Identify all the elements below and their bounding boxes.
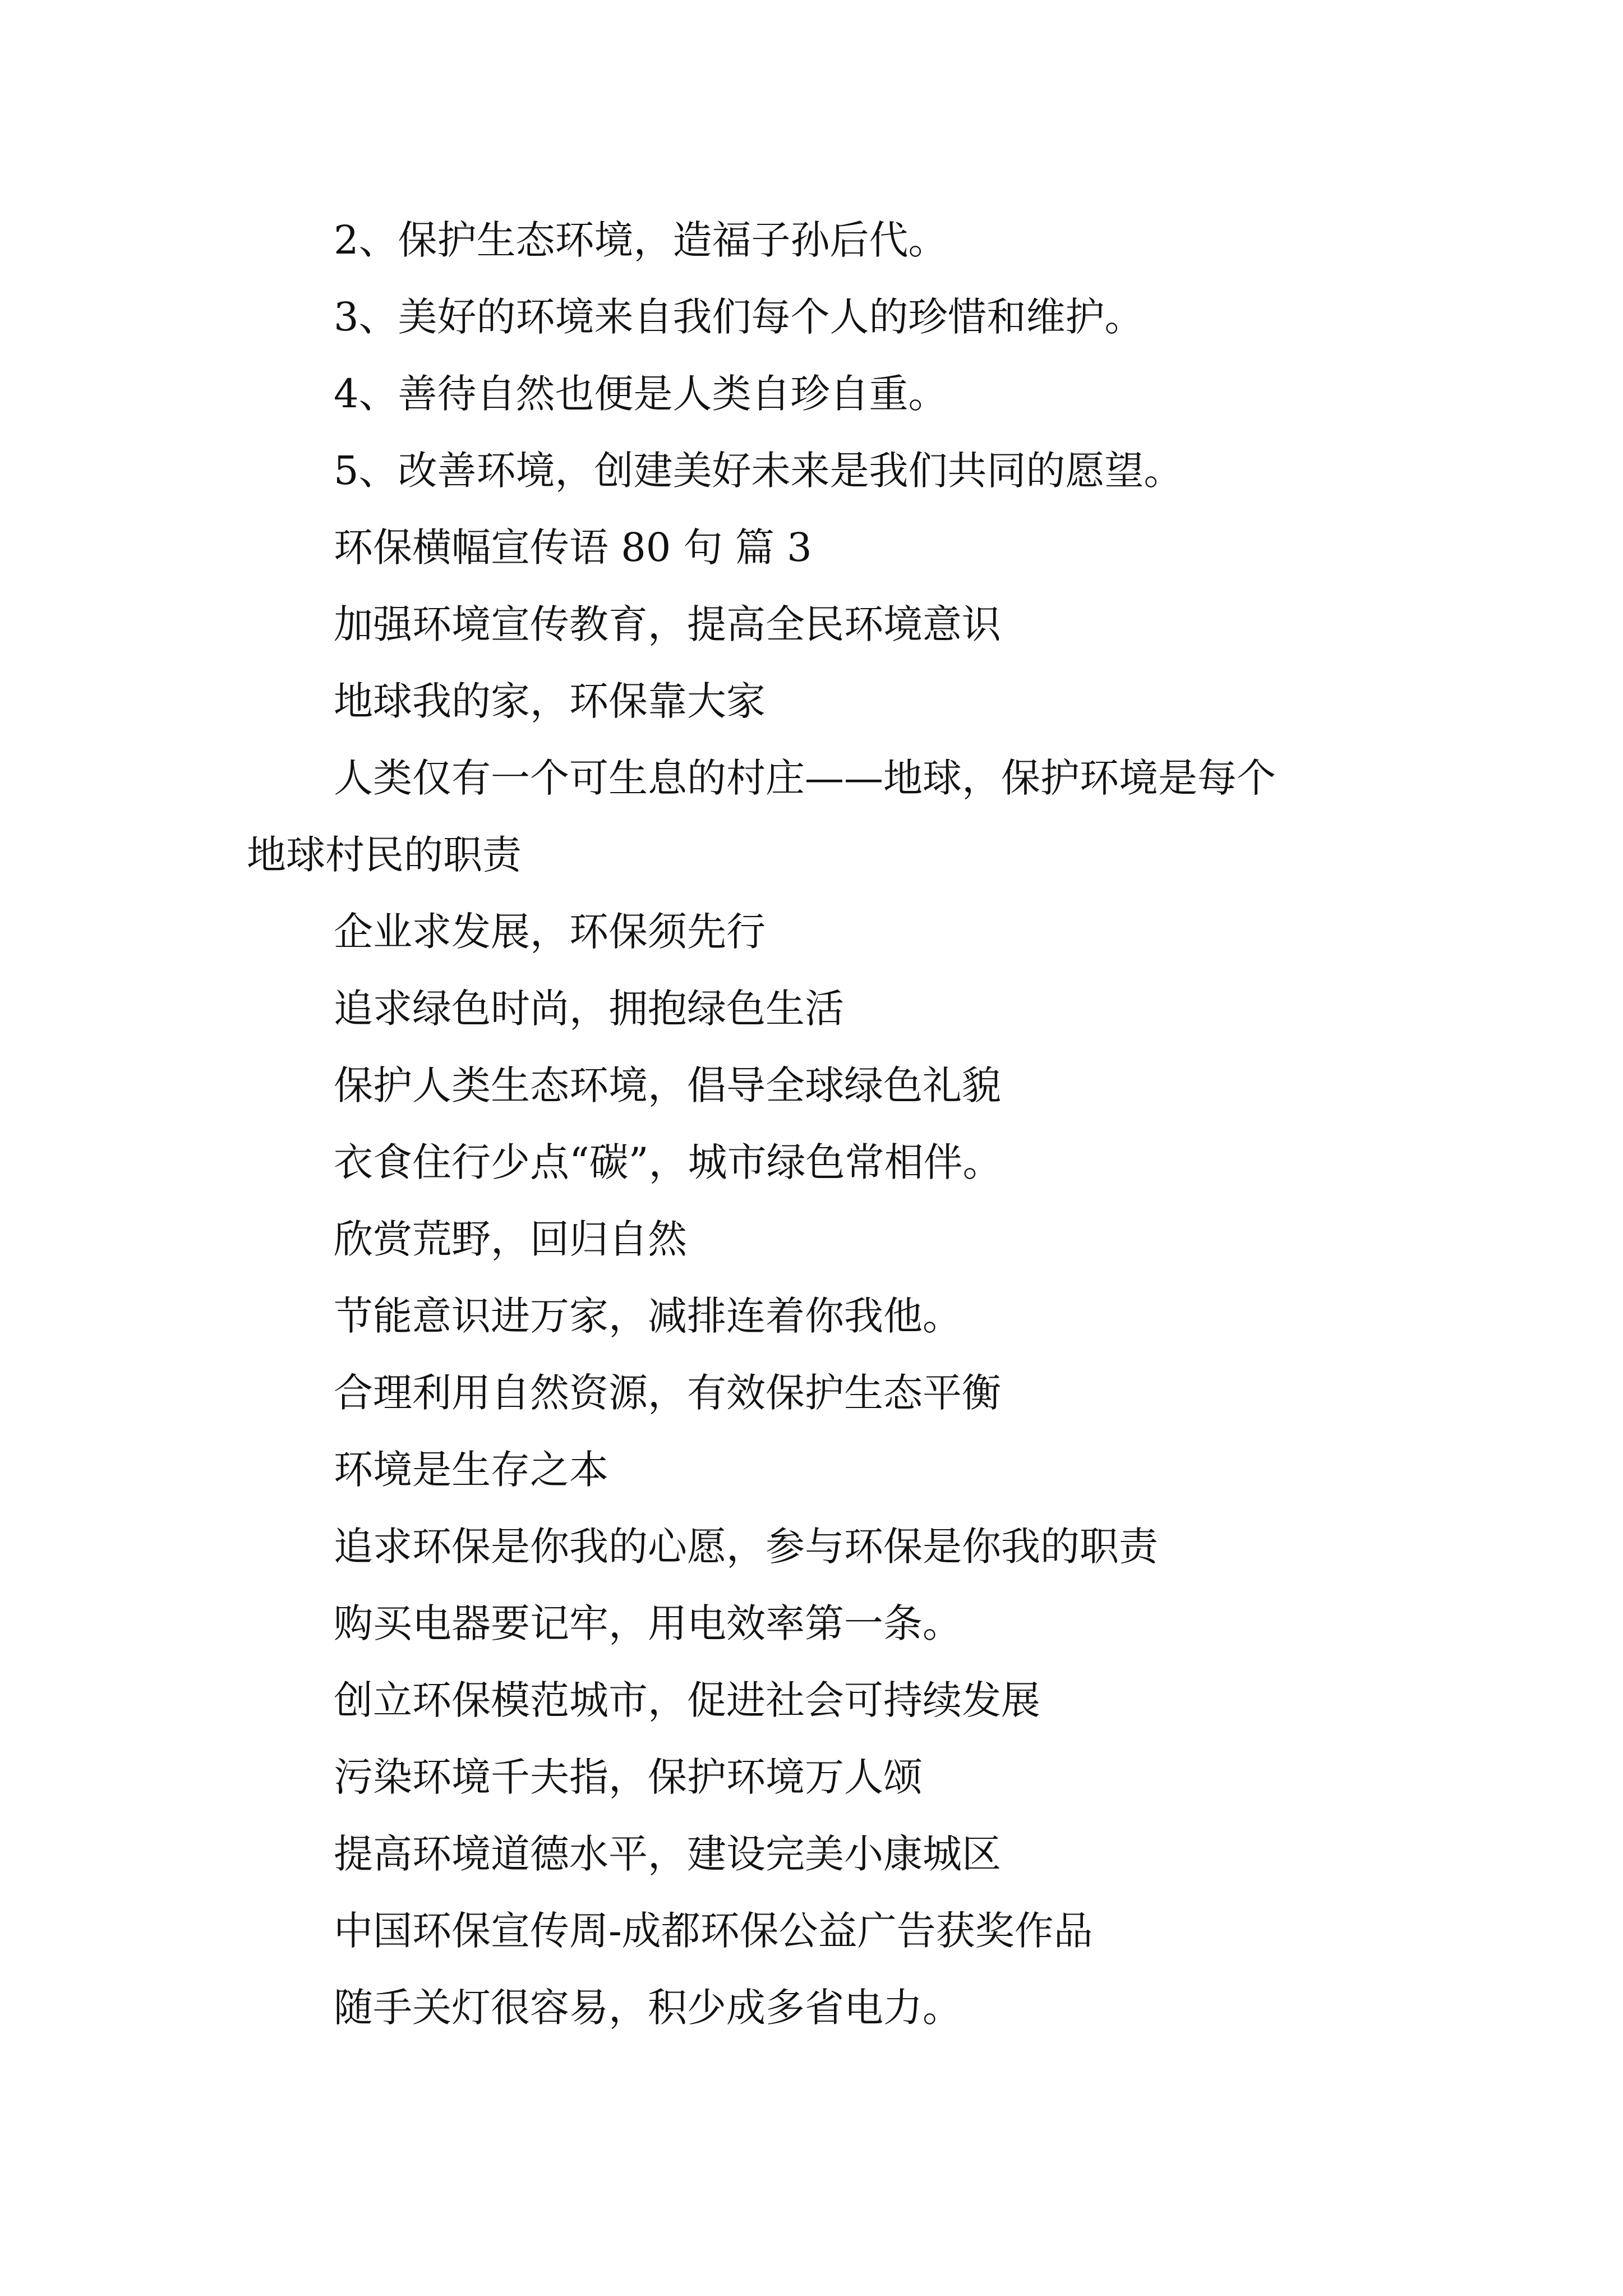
slogan-line: 随手关灯很容易，积少成多省电力。 [334,1985,962,2031]
slogan-line: 中国环保宣传周-成都环保公益广告获奖作品 [334,1908,1093,1954]
slogan-line: 合理利用自然资源，有效保护生态平衡 [334,1370,1001,1416]
slogan-line: 环境是生存之本 [334,1447,608,1493]
slogan-line: 企业求发展，环保须先行 [334,909,766,955]
slogan-line: 追求绿色时尚，拥抱绿色生活 [334,986,844,1032]
section-heading: 环保横幅宣传语 80 句 篇 3 [334,524,812,570]
slogan-line-3: 3、美好的环境来自我们每个人的珍惜和维护。 [334,294,1144,340]
slogan-line-2: 2、保护生态环境，造福子孙后代。 [334,217,948,263]
slogan-line: 欣赏荒野，回归自然 [334,1216,687,1262]
slogan-line: 人类仅有一个可生息的村庄——地球，保护环境是每个 [334,755,1276,801]
slogan-line: 追求环保是你我的心愿，参与环保是你我的职责 [334,1524,1158,1570]
slogan-line: 加强环境宣传教育，提高全民环境意识 [334,601,1001,647]
slogan-line: 提高环境道德水平，建设完美小康城区 [334,1831,1001,1877]
slogan-line: 节能意识进万家，减排连着你我他。 [334,1293,962,1339]
slogan-line-5: 5、改善环境，创建美好未来是我们共同的愿望。 [334,448,1183,494]
slogan-line: 保护人类生态环境，倡导全球绿色礼貌 [334,1062,1001,1108]
slogan-line: 购买电器要记牢，用电效率第一条。 [334,1600,962,1646]
slogan-line: 地球我的家，环保靠大家 [334,678,766,724]
slogan-line-4: 4、善待自然也便是人类自珍自重。 [334,371,948,417]
slogan-line: 污染环境千夫指，保护环境万人颂 [334,1754,923,1800]
slogan-line: 衣食住行少点“碳”，城市绿色常相伴。 [334,1139,1002,1185]
slogan-line: 创立环保模范城市，促进社会可持续发展 [334,1677,1040,1723]
slogan-line-continuation: 地球村民的职责 [247,832,522,878]
document-body [247,202,1385,2046]
